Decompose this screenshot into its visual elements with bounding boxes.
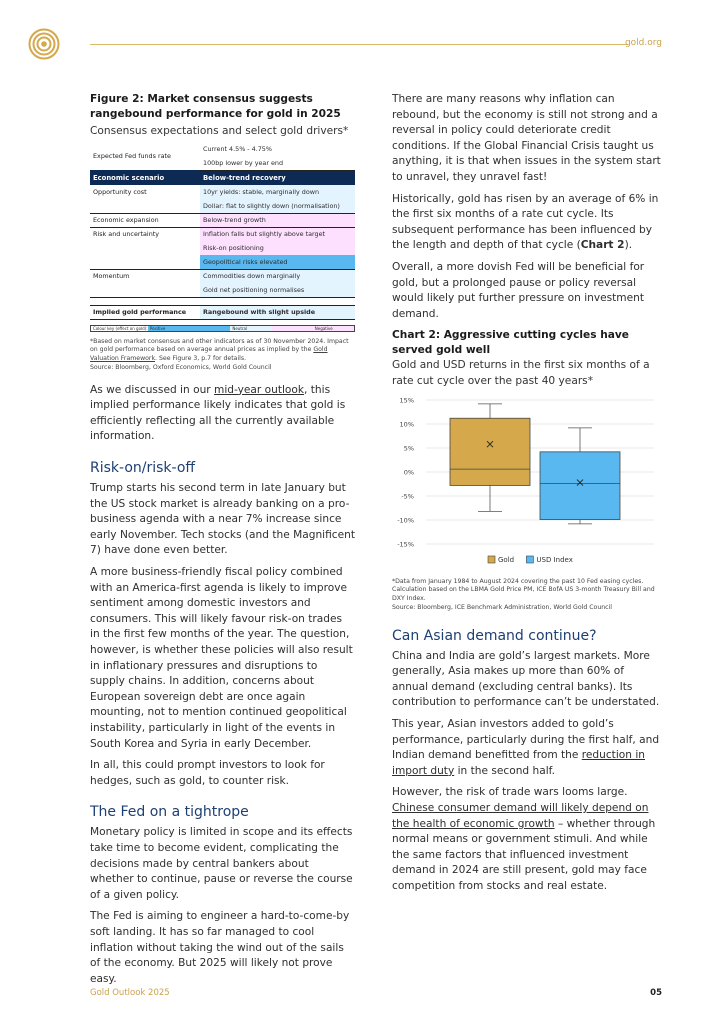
chart2-ref: Chart 2 [580, 239, 625, 252]
fed-label: Expected Fed funds rate [93, 152, 171, 160]
y-tick-label: -5% [401, 492, 414, 500]
site-link[interactable]: gold.org [624, 38, 662, 48]
paragraph: The Fed is aiming to engineer a hard-to-come-by soft landing. It has so far managed to cool inflation without taking the wind out of the sails of the economy. But 2025 will likely not prove easy. [90, 910, 350, 985]
y-tick-label: -10% [397, 516, 414, 524]
paragraph: Overall, a more dovish Fed will be beneficial for gold, but a prolonged pause or policy reversal would likely put further pressure on investment demand. [392, 260, 645, 320]
legend-swatch-gold [488, 556, 495, 563]
paragraph: Historically, gold has risen by an average of 6% in the first six months of a rate cut cycle. Its subsequent performance has been influenced by the length and depth of that cycle (Chart 2). [392, 192, 659, 252]
legend-label-gold: Gold [498, 555, 515, 564]
usd-index-box [540, 451, 620, 519]
risk-value-3: Geopolitical risks elevated [200, 255, 355, 269]
y-tick-label: 5% [403, 444, 414, 452]
y-tick-label: 0% [403, 468, 414, 476]
momentum-label: Momentum [93, 272, 130, 281]
scenario-header-label: Economic scenario [90, 170, 200, 185]
opportunity-value-1: 10yr yields: stable, marginally down [200, 185, 355, 199]
y-tick-label: -15% [397, 540, 414, 548]
chart-title: Chart 2: Aggressive cutting cycles have served gold well [392, 329, 629, 357]
chart-source: Source: Bloomberg, ICE Benchmark Administration, World Gold Council [392, 603, 613, 611]
chinese-demand-link[interactable]: Chinese consumer demand will likely depend on the health of economic growth [392, 802, 649, 830]
risk-value-2: Risk-on positioning [200, 241, 355, 255]
mid-year-outlook-link[interactable]: mid-year outlook [214, 383, 305, 396]
expansion-value: Below-trend growth [200, 213, 355, 227]
box-plot-chart [392, 390, 662, 570]
opportunity-label: Opportunity cost [93, 188, 147, 196]
right-column [392, 92, 662, 901]
key-positive: Positive [148, 326, 189, 331]
import-duty-link[interactable]: reduction in import duty [392, 749, 646, 777]
gold-council-logo-icon [28, 28, 60, 60]
y-tick-label: 15% [399, 396, 414, 404]
figure-subtitle: Consensus expectations and select gold drivers* [90, 125, 349, 137]
risk-label: Risk and uncertainty [93, 230, 160, 239]
header-rule [90, 44, 628, 45]
paragraph: There are many reasons why inflation can rebound, but the economy is still not strong and a reversal in policy could deteriorate credit conditions. If the Global Financial Crisis taught us anything, it is that when issues in the system start to unravel, they unravel fast! [392, 93, 661, 183]
gold-box [450, 418, 530, 485]
opportunity-value-2: Dollar: flat to slightly down (normalisation) [200, 199, 355, 213]
legend-swatch-usd-index [526, 556, 533, 563]
key-negative: Negative [313, 326, 354, 331]
figure-note: *Based on market consensus and other indicators as of 30 November 2024. Impact on gold performance based on average annual prices as implied by the Gold Valuation Framework. See Figure 3, p.7 for details. Source: Bloomberg, Oxford Economics, World Gold Council [90, 337, 349, 371]
momentum-value-2: Gold net positioning normalises [200, 283, 355, 297]
expansion-label: Economic expansion [90, 213, 200, 227]
paragraph: In all, this could prompt investors to look for hedges, such as gold, to counter risk. [90, 759, 325, 787]
figure-title: Figure 2: Market consensus suggests rangebound performance for gold in 2025 [90, 93, 341, 120]
colour-key [90, 325, 355, 332]
implied-value: Rangebound with slight upside [200, 305, 355, 319]
paragraph: However, the risk of trade wars looms large. Chinese consumer demand will likely depend on the health of economic growth – whether through normal means or government stimuli. And while the same factors that influenced investment demand in 2024 are still present, gold may face competition from stocks and real estate. [392, 786, 656, 892]
page-number: 05 [650, 988, 662, 998]
figure-source: Source: Bloomberg, Oxford Economics, World Gold Council [90, 363, 272, 371]
chart-note: *Data from January 1984 to August 2024 covering the past 10 Fed easing cycles. Calculation based on the LBMA Gold Price PM, ICE BofA US 3-month Treasury Bill and DXY Index. Source: Bloomberg, ICE Benchmark Administration, World Gold Council [392, 577, 655, 611]
risk-value-1: Inflation falls but slightly above target [200, 227, 355, 241]
paragraph: This year, Asian investors added to gold’s performance, particularly during the first half, and Indian demand benefitted from the reduction in import duty in the second half. [392, 718, 660, 777]
fed-value-1: Current 4.5% - 4.75% [203, 145, 272, 153]
paragraph: A more business-friendly fiscal policy combined with an America-first agenda is likely to improve sentiment among domestic investors and consumers. This will likely favour risk-on trades in the first few months of the year. The question, however, is whether these policies will also result in inflationary pressures and disruptions to supply chains. In addition, concerns about European sovereign debt are once again mounting, not to mention continued geopolitical instability, particularly in light of the events in South Korea and Syria in early December. [90, 566, 353, 750]
paragraph: Trump starts his second term in late January but the US stock market is already banking on a pro-business agenda with a near 7% increase since early November. Tech stocks (and the Magnificent 7) have done even better. [90, 482, 355, 557]
fed-value-2: 100bp lower by year end [200, 156, 355, 170]
legend-label-usd-index: USD Index [536, 555, 573, 564]
key-neutral: Neutral [230, 326, 271, 331]
heading-asia: Can Asian demand continue? [392, 627, 597, 644]
heading-fed: The Fed on a tightrope [90, 804, 249, 821]
heading-risk: Risk-on/risk-off [90, 460, 196, 477]
footer-title: Gold Outlook 2025 [90, 988, 170, 998]
valuation-framework-link[interactable]: Gold Valuation Framework [90, 346, 328, 363]
momentum-value-1: Commodities down marginally [200, 269, 355, 283]
scenario-header-value: Below-trend recovery [200, 170, 355, 185]
left-column [90, 92, 355, 993]
chart-subtitle: Gold and USD returns in the first six months of a rate cut cycle over the past 40 years* [392, 359, 650, 387]
y-tick-label: 10% [399, 420, 414, 428]
paragraph: China and India are gold’s largest markets. More generally, Asia makes up more than 60% of annual demand (excluding central banks). Its contribution to performance can’t be understated. [392, 649, 660, 709]
implied-label: Implied gold performance [90, 305, 200, 319]
paragraph: As we discussed in our mid-year outlook, this implied performance likely indicates that gold is efficiently reflecting all the currently available information. [90, 383, 346, 443]
paragraph: Monetary policy is limited in scope and its effects take time to become evident, complicating the decisions made by central bankers about whether to continue, pause or reverse the course of a given policy. [90, 826, 353, 901]
consensus-table [90, 142, 355, 320]
key-label: Colour key (effect on gold): [93, 325, 148, 331]
